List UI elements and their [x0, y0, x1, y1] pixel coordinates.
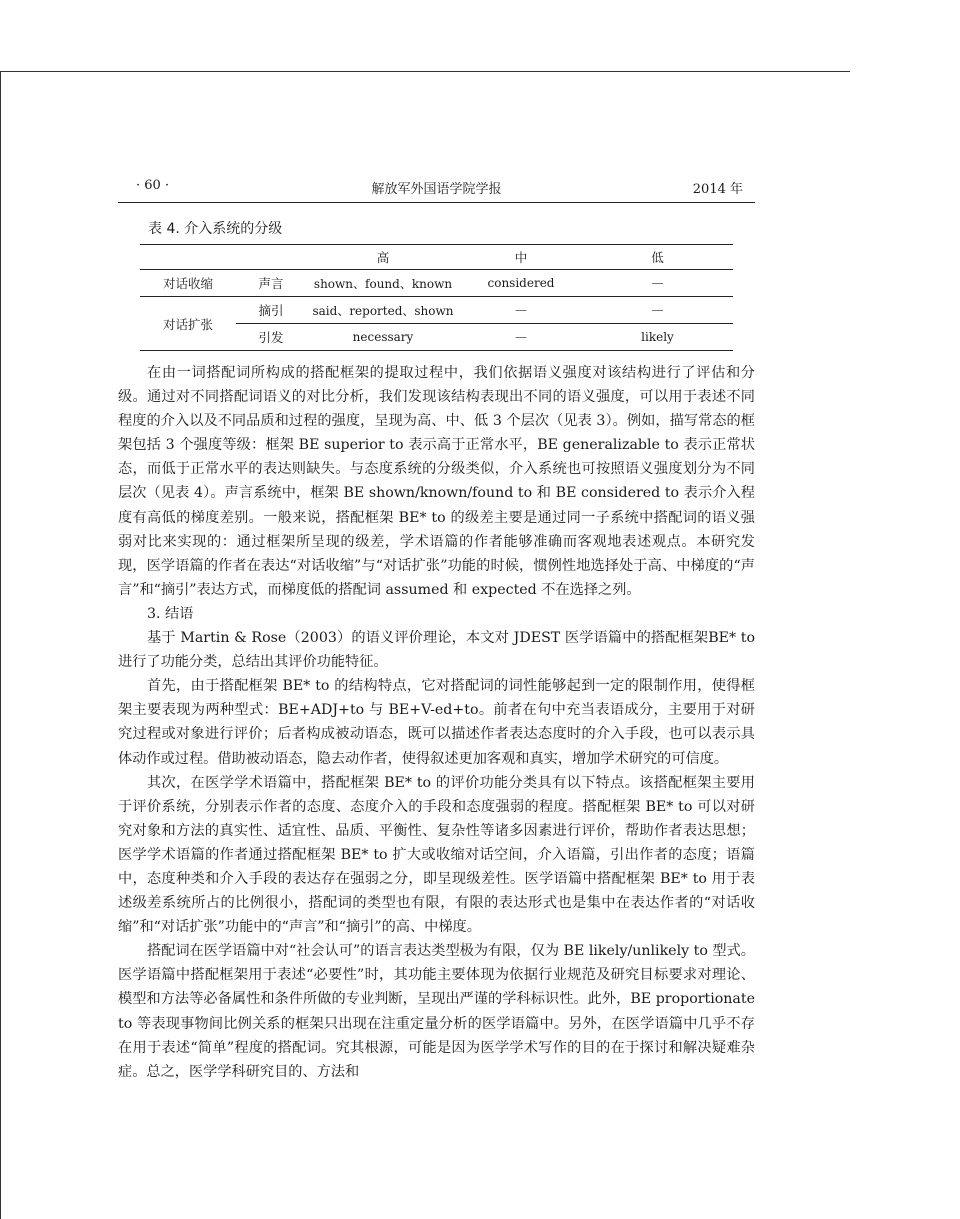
running-head — [118, 178, 755, 198]
journal-title: 解放军外国语学院学报 — [371, 182, 502, 197]
subtype-label: 摘引 — [236, 297, 306, 324]
paragraph: 在由一词搭配词所构成的搭配框架的提取过程中，我们依据语义强度对该结构进行了评估和分级。通过对不同搭配词语义的对比分析，我们发现该结构表现出不同的语义强度，可以用于表述不同程度的介入以及不同品质和过程的强度，呈现为高、中、低 3 个层次（见表 3）。例如，描写常态的框架包括 3 个强度等级：框架 BE superior to 表示高于正常水平，BE generalizable to 表示正常状态，而低于正常水平的表达则缺失。与态度系统的分级类似，介入系统也可按照语义强度划分为不同层次（见表 4）。声言系统中，框架 BE shown/known/found to 和 BE considered to 表示介入程度有高低的梯度差别。一般来说，搭配框架 BE* to 的级差主要是通过同一子系统中搭配词的语义强弱对比来实现的：通过框架所呈现的级差，学术语篇的作者能够准确而客观地表述观点。本研究发现，医学语篇的作者在表达“对话收缩”与“对话扩张”功能的时候，惯例性地选择处于高、中梯度的“声言”和“摘引”表达方式，而梯度低的搭配词 assumed 和 expected 不在选择之列。 — [118, 365, 755, 598]
paragraph: 首先，由于搭配框架 BE* to 的结构特点，它对搭配词的词性能够起到一定的限制作用，使得框架主要表现为两种型式：BE+ADJ+to 与 BE+V-ed+to。前者在句中充当表语成分，主要用于对研究过程或对象进行评价；后者构成被动语态，既可以描述作者表达态度时的介入手段，也可以表示具体动作或过程。借助被动语态，隐去动作者，使得叙述更加客观和真实，增加学术研究的可信度。 — [118, 678, 755, 767]
table-cell-high: shown、found、known — [306, 270, 460, 297]
scan-frame-top — [0, 71, 850, 72]
table-cell-high: necessary — [306, 324, 460, 351]
table-caption: 表 4. 介入系统的分级 — [148, 221, 283, 237]
paragraph: 基于 Martin & Rose（2003）的语义评价理论，本文对 JDEST 医学语篇中的搭配框架BE* to 进行了功能分类，总结出其评价功能特征。 — [118, 630, 755, 671]
table-cell-high: said、reported、shown — [306, 297, 460, 324]
table-cell-mid: — — [460, 297, 582, 324]
section-heading: 3. 结语 — [147, 605, 194, 622]
table-row — [140, 297, 733, 324]
table-cell-low: — — [582, 297, 733, 324]
paragraph: 搭配词在医学语篇中对“社会认可”的语言表达类型极为有限，仅为 BE likely/unlikely to 型式。医学语篇中搭配框架用于表述“必要性”时，其功能主要体现为依据行业规范及研究目标要求对理论、模型和方法等必备属性和条件所做的专业判断，呈现出严谨的学科标识性。此外，BE proportionate to 等表现事物间比例关系的框架只出现在注重定量分析的医学语篇中。另外，在医学语篇中几乎不存在用于表述“简单”程度的搭配词。究其根源，可能是因为医学学术写作的目的在于探讨和解决疑难杂症。总之，医学学科研究目的、方法和 — [118, 943, 755, 1080]
header-rule — [118, 202, 755, 203]
table-header-row — [140, 245, 733, 270]
table-cell-low: — — [582, 270, 733, 297]
subtype-label: 声言 — [236, 270, 306, 297]
table-cell-low: likely — [582, 324, 733, 351]
page-content — [118, 178, 755, 1084]
scan-frame-left — [0, 71, 1, 1219]
subtype-label: 引发 — [236, 324, 306, 351]
table-cell-mid: considered — [460, 270, 582, 297]
column-header-mid: 中 — [460, 245, 582, 270]
column-header-high: 高 — [306, 245, 460, 270]
column-header-low: 低 — [582, 245, 733, 270]
paragraph: 其次，在医学学术语篇中，搭配框架 BE* to 的评价功能分类具有以下特点。该搭配框架主要用于评价系统，分别表示作者的态度、态度介入的手段和态度强弱的程度。搭配框架 BE* to 可以对研究对象和方法的真实性、适宜性、品质、平衡性、复杂性等诸多因素进行评价，帮助作者表达思想；医学学术语篇的作者通过搭配框架 BE* to 扩大或收缩对话空间，介入语篇，引出作者的态度；语篇中，态度种类和介入手段的表达存在强弱之分，即呈现级差性。医学语篇中搭配框架 BE* to 用于表述级差系统所占的比例很小，搭配词的类型也有限，有限的表达形式也是集中在表达作者的“对话收缩”和“对话扩张”功能中的“声言”和“摘引”的高、中梯度。 — [118, 774, 755, 936]
table-cell-mid: — — [460, 324, 582, 351]
page-number: · 60 · — [136, 178, 170, 193]
engagement-gradation-table — [140, 244, 733, 351]
body-text — [118, 361, 755, 1084]
publication-year: 2014 年 — [692, 182, 743, 197]
group-label-contract: 对话收缩 — [140, 270, 236, 297]
table-row — [140, 270, 733, 297]
group-label-expand: 对话扩张 — [140, 297, 236, 351]
